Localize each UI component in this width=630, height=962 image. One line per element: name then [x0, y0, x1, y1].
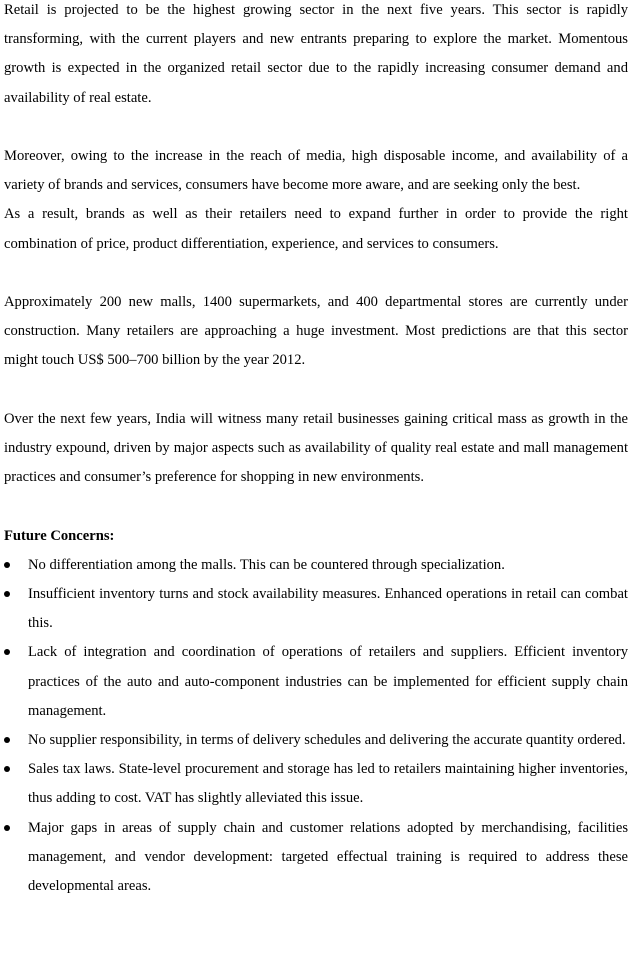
list-item-text: Insufficient inventory turns and stock availability measures. Enhanced operations in retail can combat this.: [28, 586, 628, 632]
bullet-icon: [4, 766, 10, 772]
paragraph-brand-expansion: As a result, brands as well as their retailers need to expand further in order to provide the right combination of price, product differentiation, experience, and services to consumers.: [4, 206, 628, 252]
list-item: [4, 726, 628, 755]
bullet-icon: [4, 649, 10, 655]
paragraph-spacer: [4, 259, 628, 288]
bullet-icon: [4, 737, 10, 743]
paragraph-spacer: [4, 376, 628, 405]
list-item: [4, 580, 628, 638]
list-item-text: Major gaps in areas of supply chain and customer relations adopted by merchandising, facilities management, and vendor development: targeted effectual training is required to address these developmental areas.: [28, 819, 628, 895]
list-item: [4, 638, 628, 726]
future-concerns-list: [4, 551, 628, 901]
list-item-text: Sales tax laws. State-level procurement and storage has led to retailers maintaining higher inventories, thus adding to cost. VAT has slightly alleviated this issue.: [28, 761, 628, 807]
list-item-text: No differentiation among the malls. This can be countered through specialization.: [28, 556, 505, 573]
list-item: [4, 814, 628, 902]
list-item: [4, 755, 628, 813]
list-item-text: Lack of integration and coordination of operations of retailers and suppliers. Efficient inventory practices of the auto and auto-component industries can be implemented for efficient supply chain management.: [28, 644, 628, 719]
bullet-icon: [4, 562, 10, 568]
paragraph-spacer: [4, 113, 628, 142]
document-body: [4, 0, 628, 901]
paragraph-retail-growth: Retail is projected to be the highest growing sector in the next five years. This sector is rapidly transforming, with the current players and new entrants preparing to explore the market. Momentous growth is expected in the organized retail sector due to the rapidly increasing consumer demand and availability of real estate.: [4, 2, 628, 106]
paragraph-consumer-awareness: Moreover, owing to the increase in the reach of media, high disposable income, and availability of a variety of brands and services, consumers have become more aware, and are seeking only the best.: [4, 148, 628, 194]
paragraph-construction-stats: Approximately 200 new malls, 1400 supermarkets, and 400 departmental stores are currently under construction. Many retailers are approaching a huge investment. Most predictions are that this sector might touch US$ 500–700 billion by the year 2012.: [4, 294, 628, 369]
bullet-icon: [4, 825, 10, 831]
future-concerns-heading: Future Concerns:: [4, 527, 115, 544]
list-item-text: No supplier responsibility, in terms of delivery schedules and delivering the accurate quantity ordered.: [28, 732, 626, 749]
bullet-icon: [4, 591, 10, 597]
list-item: [4, 551, 628, 580]
paragraph-spacer: [4, 492, 628, 521]
paragraph-india-outlook: Over the next few years, India will witness many retail businesses gaining critical mass as growth in the industry expound, driven by major aspects such as availability of quality real estate and mall management practices and consumer’s preference for shopping in new environments.: [4, 410, 628, 486]
